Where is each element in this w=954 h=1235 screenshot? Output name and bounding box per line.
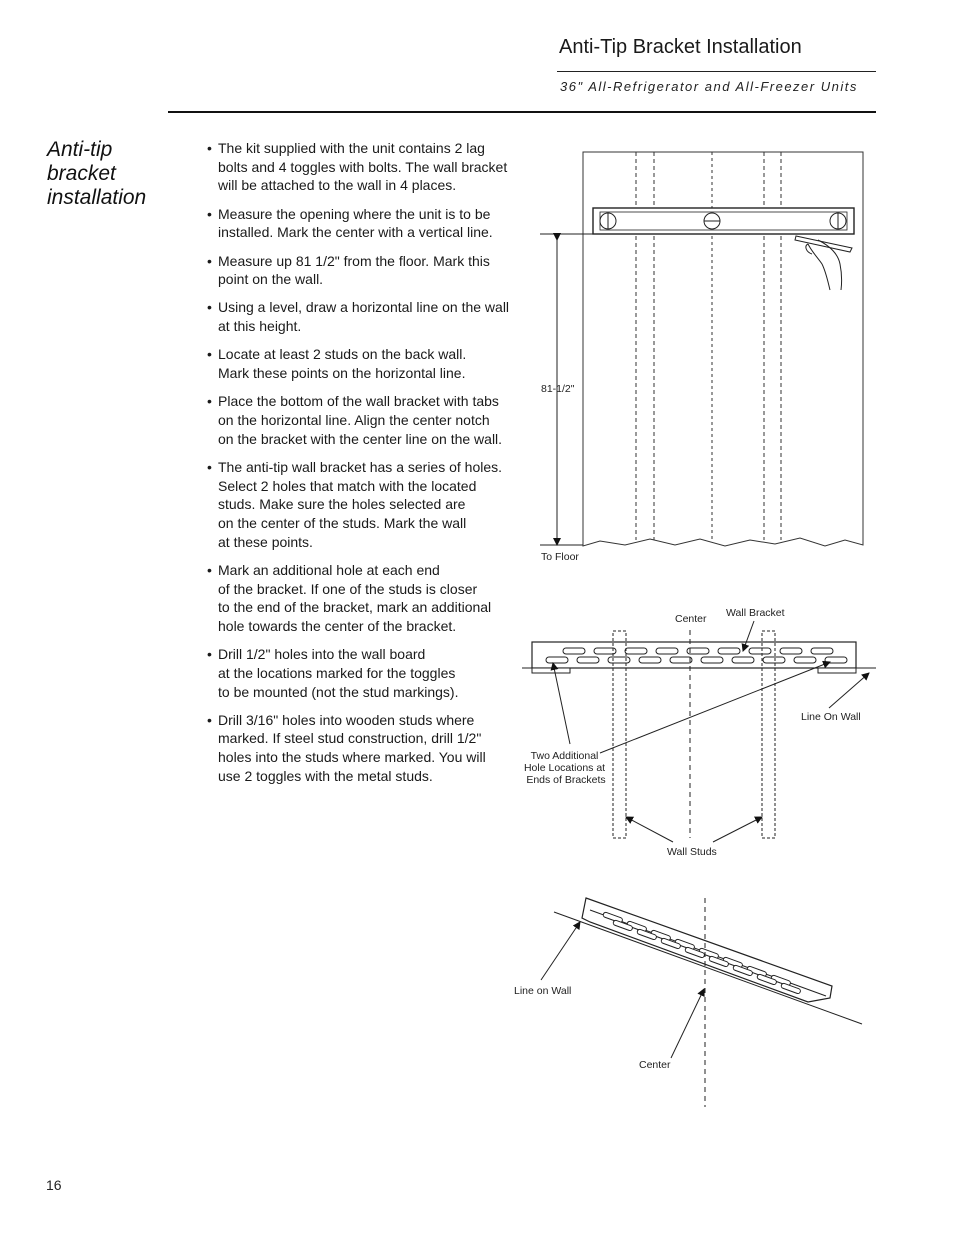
page-header-title: Anti-Tip Bracket Installation [559,36,802,58]
page-header-subtitle: 36" All-Refrigerator and All-Freezer Units [560,79,858,94]
instruction-item: • The kit supplied with the unit contains 2 lag bolts and 4 toggles with bolts. The wall bracket will be attached to the wall in 4 places. [205,139,535,195]
bracket-tab [818,668,856,673]
floor-label: To Floor [541,551,579,563]
instruction-item: • Using a level, draw a horizontal line on the wall at this height. [205,298,535,335]
page-number: 16 [46,1177,62,1193]
bracket-tab [532,668,570,673]
instruction-item: • Drill 1/2" holes into the wall board at the locations marked for the toggles to be mounted (not the stud markings). [205,645,535,701]
wall-bracket-label: Wall Bracket [726,607,785,619]
hole-locations-line: Two Additional [530,750,599,762]
center-label: Center [639,1059,671,1071]
dimension-label: 81-1/2" [541,383,575,395]
instruction-item: • Measure up 81 1/2" from the floor. Mark this point on the wall. [205,252,535,289]
wall-studs-label: Wall Studs [667,846,717,858]
instruction-item: • Mark an additional hole at each end of the bracket. If one of the studs is closer to the end of the bracket, mark an additional hole towards the center of the bracket. [205,561,535,636]
bracket-holes [603,912,802,995]
wall-measurement-figure [540,152,863,546]
instruction-item: • Locate at least 2 studs on the back wall. Mark these points on the horizontal line. [205,345,535,382]
hole-locations-label [524,750,608,786]
hole-locations-line: Ends of Brackets [526,774,606,786]
hole-locations-line: Hole Locations at [523,762,606,774]
instruction-item: • The anti-tip wall bracket has a series of holes. Select 2 holes that match with the located studs. Make sure the holes selected are on the center of the studs. Mark the wall at these points. [205,458,535,552]
line-on-wall-label: Line on Wall [514,985,572,997]
bracket-stud-figure [522,621,876,842]
line-on-wall-label: Line On Wall [801,711,861,723]
bracket-perspective-figure [541,898,862,1107]
instruction-item: • Drill 3/16" holes into wooden studs where marked. If steel stud construction, drill 1/2" holes into the studs where marked. You will use 2 toggles with the metal studs. [205,711,535,786]
section-title: Anti-tip bracket installation [47,138,147,209]
wall-bracket [532,642,856,668]
center-label: Center [675,613,707,625]
instruction-item: • Measure the opening where the unit is to be installed. Mark the center with a vertical line. [205,205,535,242]
instruction-item: • Place the bottom of the wall bracket with tabs on the horizontal line. Align the center notch on the bracket with the center line on the wall. [205,392,535,448]
wall-line [554,912,862,1024]
